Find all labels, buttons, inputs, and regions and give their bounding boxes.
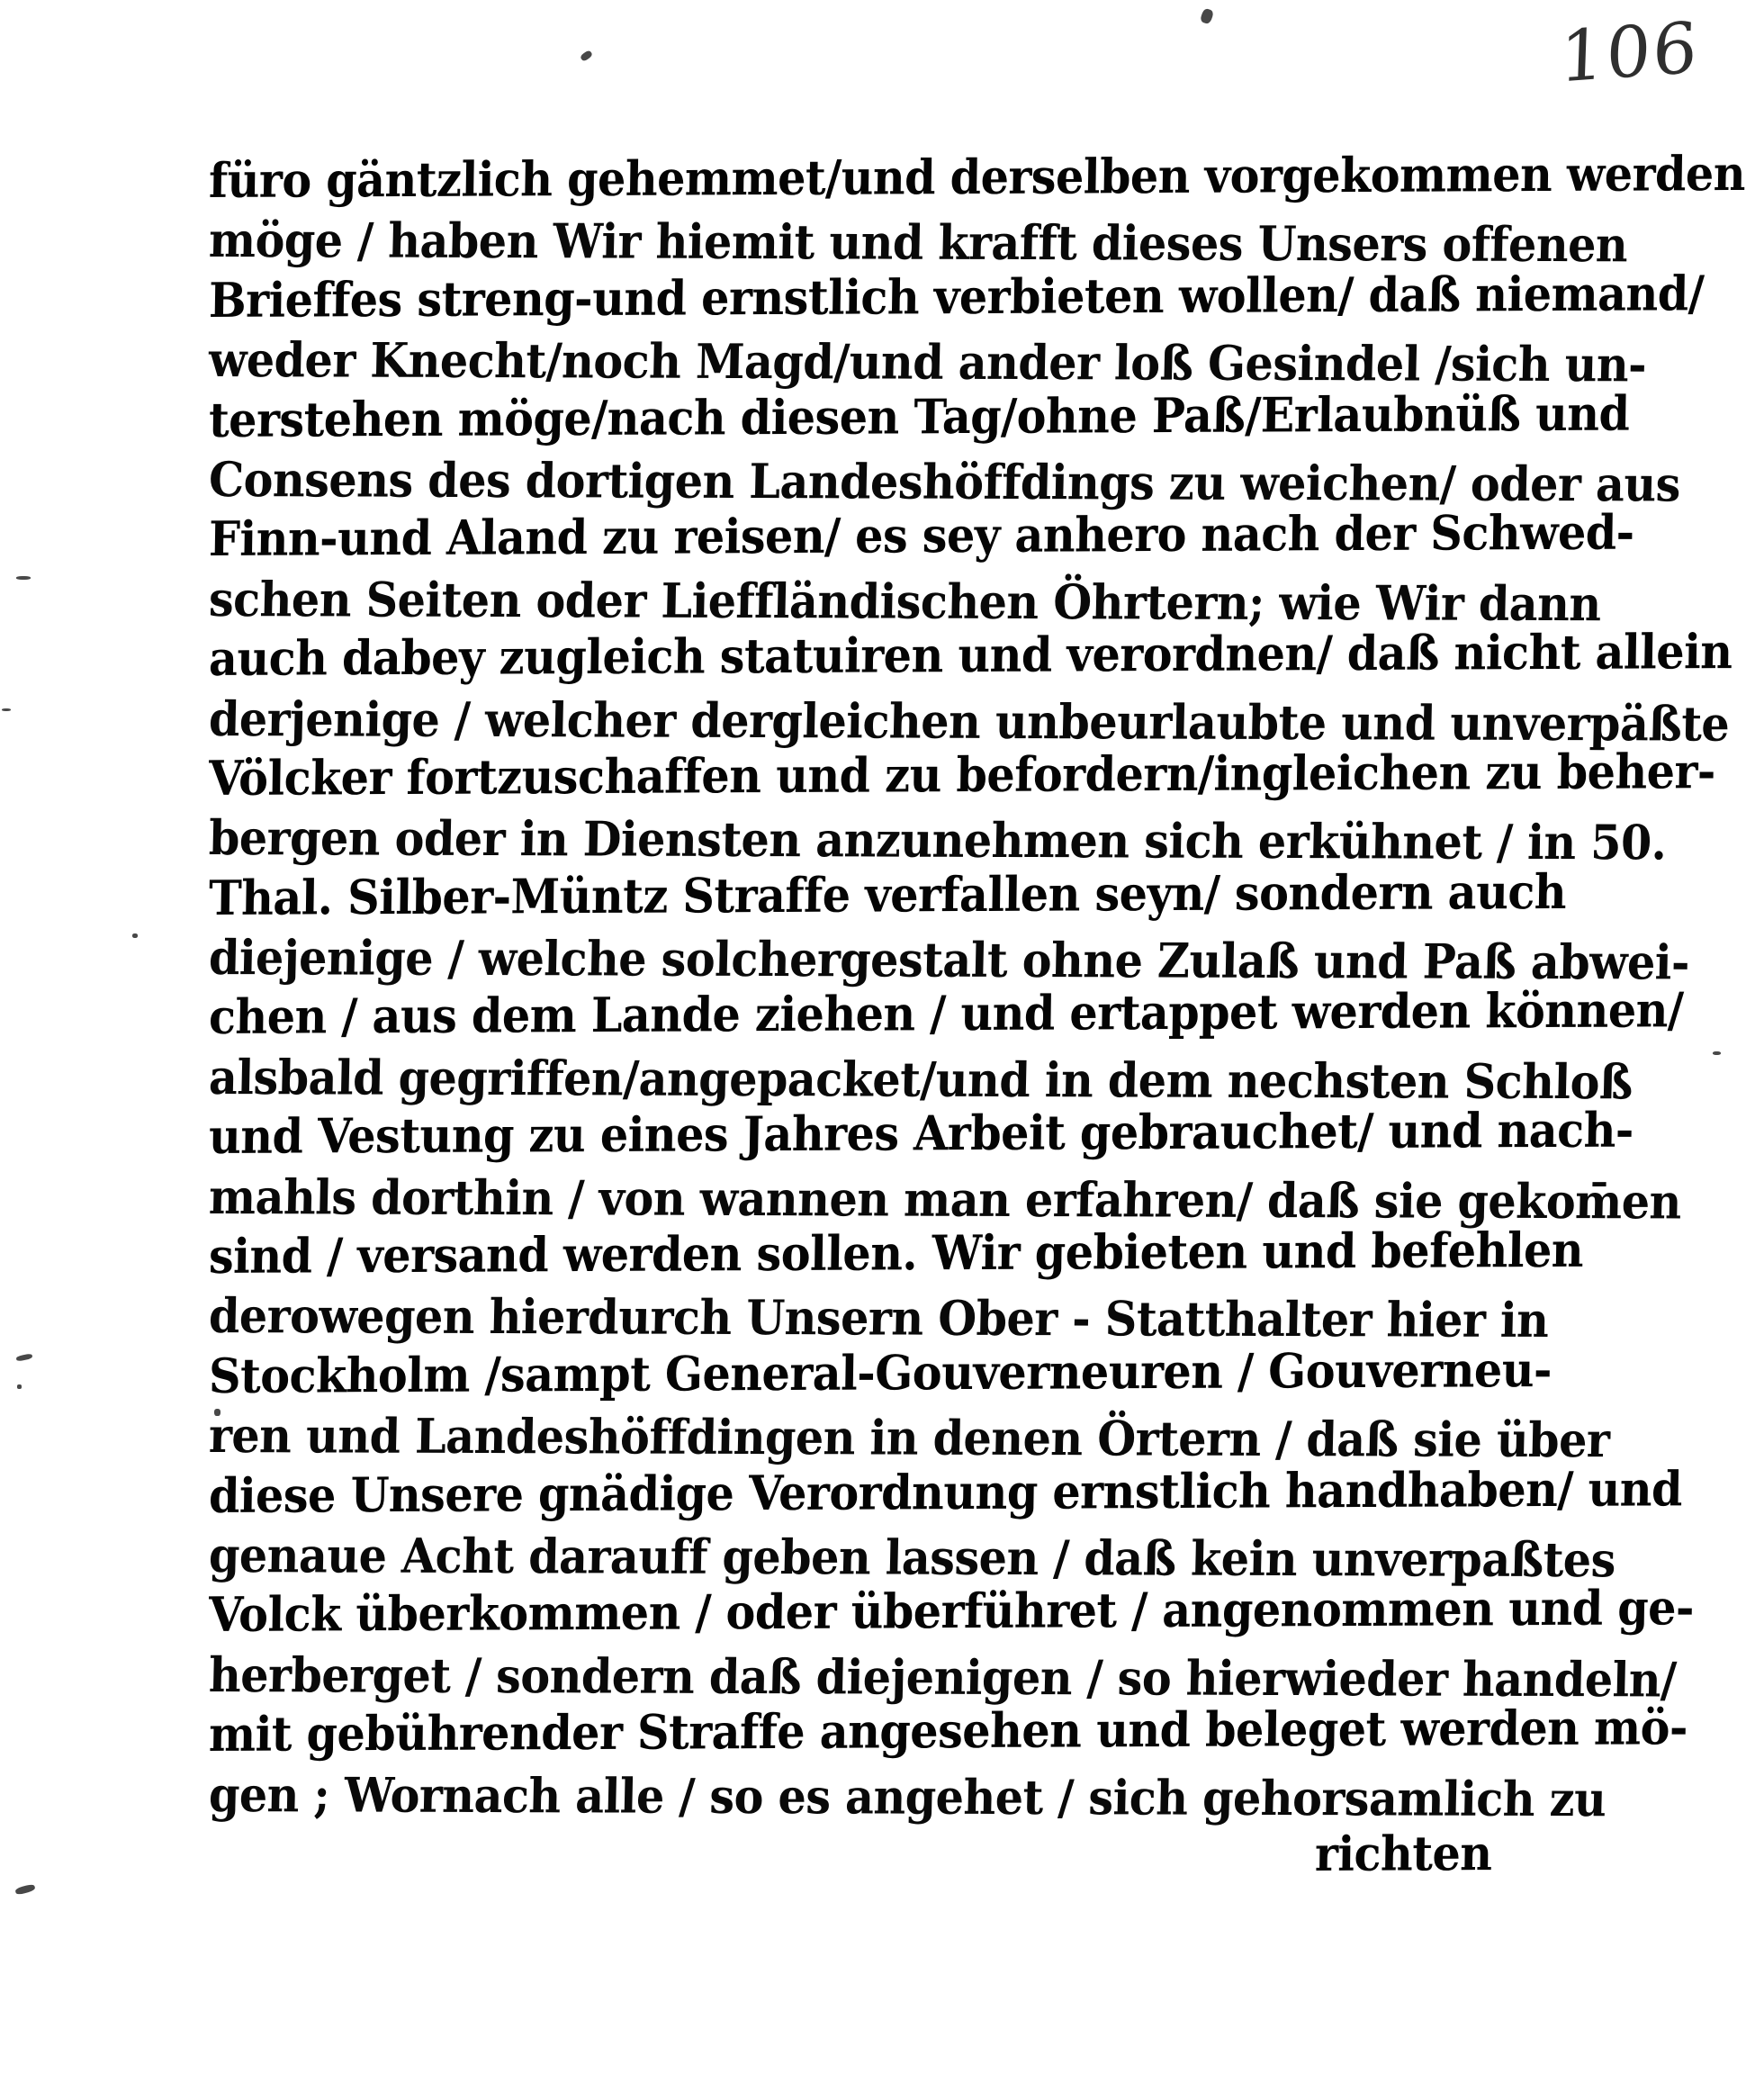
text-line xyxy=(208,330,1647,393)
line-text: bergen oder in Diensten anzunehmen sich erkühnet / in 50. xyxy=(208,810,1668,871)
scan-speck xyxy=(580,50,593,62)
folio-number: 106 xyxy=(1558,7,1701,99)
line-text: gen ; Wornach alle / so es angehet / sich gehorsamlich zu xyxy=(208,1766,1607,1827)
text-line xyxy=(208,1406,1611,1469)
text-line xyxy=(208,744,1716,808)
line-text: diese Unsere gnädige Verordnung ernstlich handhaben/ und xyxy=(208,1460,1683,1524)
text-line xyxy=(208,1526,1616,1589)
line-text: diejenige / welche solchergestalt ohne Zulaß und Paß abwei- xyxy=(208,930,1690,991)
line-text: Thal. Silber-Müntz Straffe verfallen seyn/ sondern auch xyxy=(208,863,1567,926)
line-text: derowegen hierdurch Unsern Ober - Statthalter hier in xyxy=(208,1288,1550,1349)
text-line xyxy=(208,385,1630,450)
text-line xyxy=(208,690,1730,753)
text-line xyxy=(208,1646,1678,1709)
text-line xyxy=(208,1700,1688,1764)
text-line xyxy=(208,928,1690,991)
line-text: mahls dorthin / von wannen man erfahren/ daß sie gekom̄en xyxy=(208,1168,1682,1231)
line-text: füro gäntzlich gehemmet/und derselben vorgekommen werden xyxy=(208,145,1746,209)
line-text: Stockholm /sampt General-Gouverneuren / Gouverneu- xyxy=(208,1341,1552,1404)
line-text: alsbald gegriffen/angepacket/und in dem nechsten Schloß xyxy=(208,1049,1634,1111)
scan-speck xyxy=(16,1353,33,1362)
text-line xyxy=(208,1222,1584,1286)
line-text: schen Seiten oder Lieffländischen Öhrtern; wie Wir dann xyxy=(208,571,1602,632)
text-line xyxy=(208,1168,1682,1231)
text-line xyxy=(208,1102,1634,1167)
line-text: terstehen möge/nach diesen Tag/ohne Paß/Erlaubnüß und xyxy=(208,385,1630,448)
text-line xyxy=(208,570,1602,632)
scan-speck xyxy=(14,1883,35,1895)
catchword-line xyxy=(209,1825,1505,1884)
scan-speck xyxy=(132,933,138,938)
text-line xyxy=(208,808,1668,871)
line-text: mit gebührender Straffe angesehen und beleget werden mö- xyxy=(208,1700,1688,1763)
text-line xyxy=(208,450,1681,513)
scan-speck xyxy=(1713,1051,1721,1055)
line-text: derjenige / welcher dergleichen unbeurlaubte und unverpäßte xyxy=(208,690,1730,753)
text-block xyxy=(208,145,1746,1884)
line-text: ren und Landeshöffdingen in denen Örtern / daß sie über xyxy=(208,1408,1611,1469)
line-text: und Vestung zu eines Jahres Arbeit gebrauchet/ und nach- xyxy=(208,1102,1634,1166)
text-line xyxy=(208,265,1705,330)
line-text: genaue Acht darauff geben lassen / daß kein unverpaßtes xyxy=(208,1527,1616,1589)
line-text: Volck überkommen / oder überführet / angenommen und ge- xyxy=(208,1580,1695,1644)
line-text: Consens des dortigen Landeshöffdings zu weichen/ oder aus xyxy=(208,451,1681,513)
line-text: möge / haben Wir hiemit und krafft dieses Unsers offenen xyxy=(208,212,1628,274)
scan-speck xyxy=(17,1384,22,1389)
text-line xyxy=(208,1286,1550,1349)
text-line xyxy=(208,504,1635,569)
line-text: auch dabey zugleich statuiren und verordnen/ daß nicht allein xyxy=(208,624,1733,688)
line-text: Finn-und Aland zu reisen/ es sey anhero nach der Schwed- xyxy=(208,504,1635,568)
text-line xyxy=(208,982,1684,1047)
text-line xyxy=(208,145,1746,211)
line-text: weder Knecht/noch Magd/und ander loß Gesindel /sich un- xyxy=(208,332,1647,393)
scan-speck xyxy=(16,576,31,580)
text-line xyxy=(208,1580,1695,1645)
text-line xyxy=(208,1048,1634,1111)
line-text: herberget / sondern daß diejenigen / so hierwieder handeln/ xyxy=(208,1646,1678,1709)
scan-speck xyxy=(1200,7,1215,24)
line-text: Völcker fortzuschaffen und zu befordern/ingleichen zu beher- xyxy=(208,744,1716,807)
text-line xyxy=(208,211,1628,274)
text-line xyxy=(208,624,1733,689)
line-text: Brieffes streng-und ernstlich verbieten wollen/ daß niemand/ xyxy=(208,265,1705,329)
text-line xyxy=(208,863,1567,928)
text-line xyxy=(208,1460,1683,1526)
catchword: richten xyxy=(1314,1826,1492,1882)
text-line xyxy=(208,1341,1552,1406)
line-text: chen / aus dem Lande ziehen / und ertappet werden können/ xyxy=(208,982,1684,1046)
line-text: sind / versand werden sollen. Wir gebieten und befehlen xyxy=(208,1222,1584,1285)
text-line xyxy=(208,1765,1607,1827)
scan-speck xyxy=(2,708,11,711)
